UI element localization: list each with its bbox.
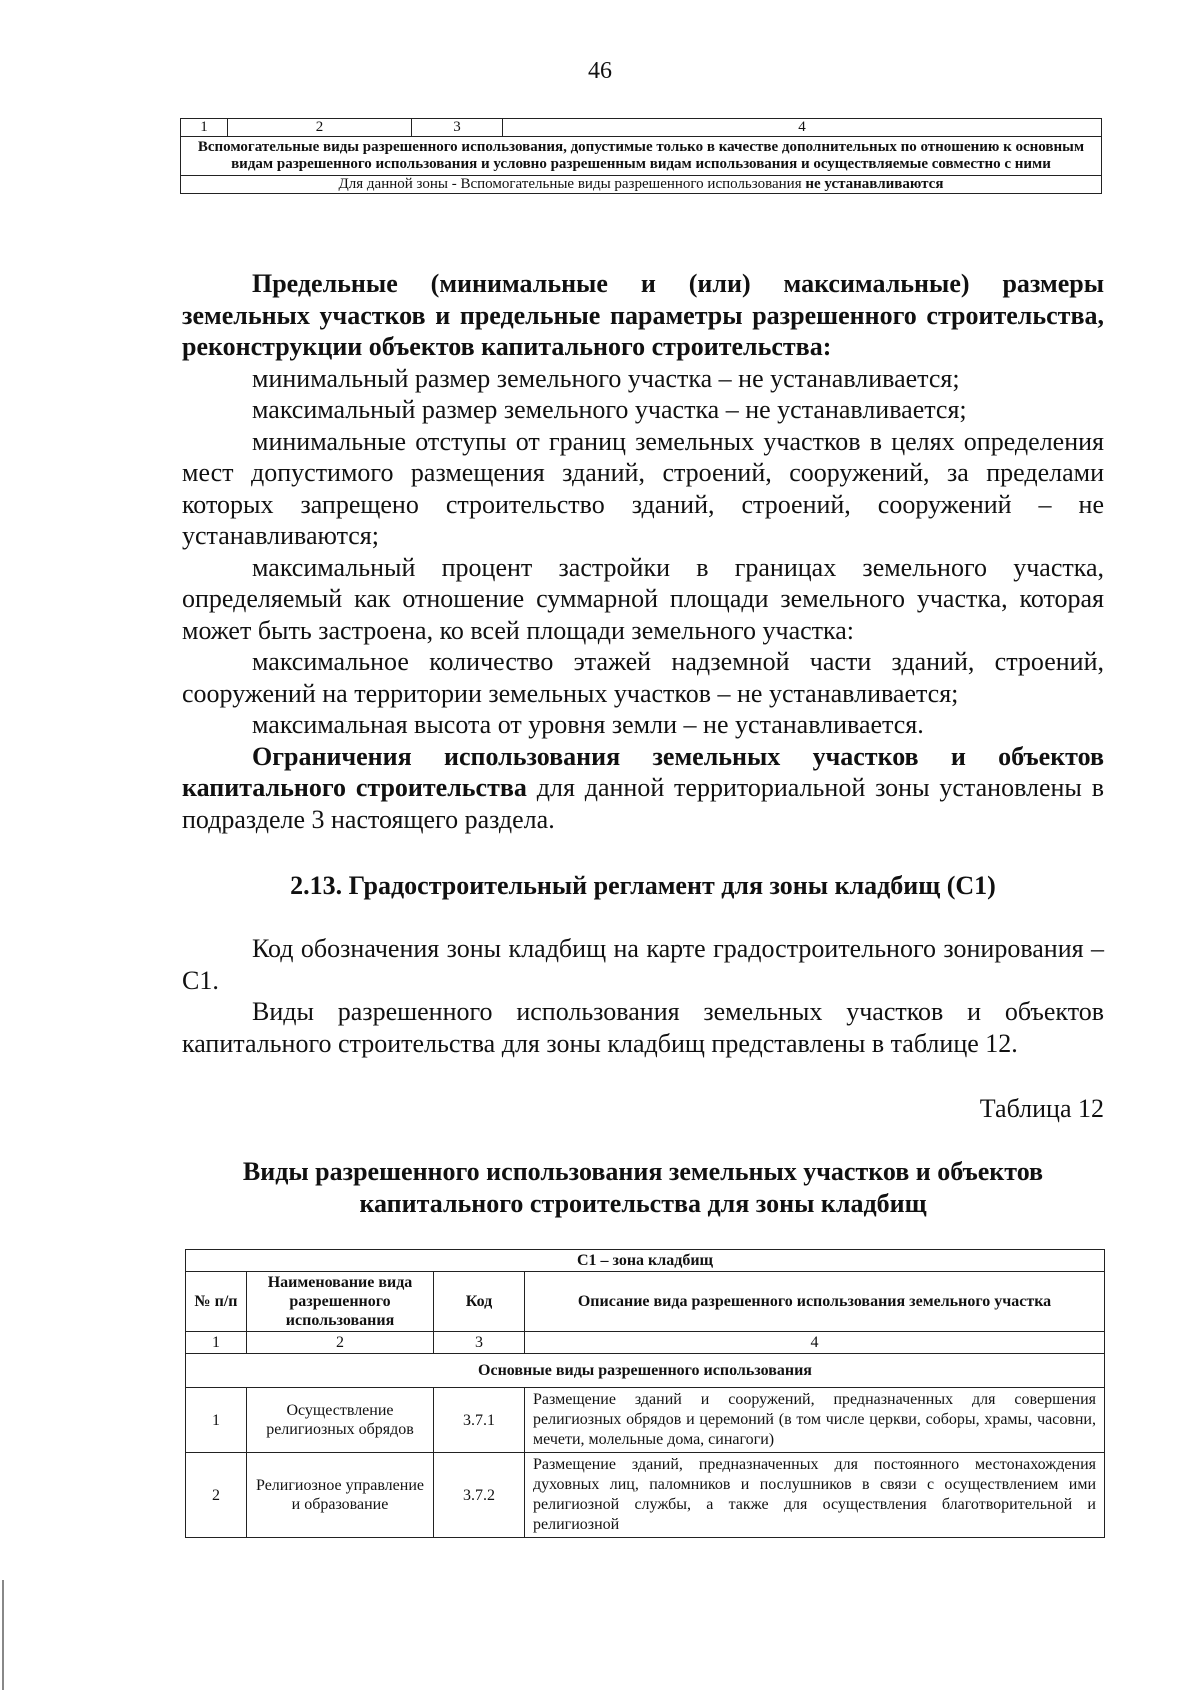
aux-uses-note — [181, 176, 1102, 194]
table-row — [186, 1332, 1105, 1354]
table-title-line-2: капитального строительства для зоны кладбищ — [359, 1188, 927, 1218]
header-num: № п/п — [186, 1272, 247, 1332]
aux-uses-table — [180, 118, 1102, 194]
limit-item: максимальный размер земельного участка – не устанавливается; — [252, 395, 967, 424]
section-paragraph: Виды разрешенного использования земельных участков и объектов капитального строительства для зоны кладбищ представлены в таблице 12. — [182, 997, 1104, 1058]
row-name: Религиозное управление и образование — [247, 1453, 434, 1538]
header-code: Код — [434, 1272, 525, 1332]
table-header-row — [186, 1272, 1105, 1332]
row-name: Осуществление религиозных обрядов — [247, 1388, 434, 1453]
row-num: 2 — [186, 1453, 247, 1538]
restrictions-rest: для данной территориальной зоны установлены в подразделе 3 настоящего раздела. — [182, 773, 1104, 834]
col-num-3: 3 — [434, 1332, 525, 1354]
table-row — [186, 1250, 1105, 1272]
col-num-3: 3 — [412, 119, 503, 137]
row-num: 1 — [186, 1388, 247, 1453]
section-heading: 2.13. Градостроительный регламент для зоны кладбищ (С1) — [290, 871, 996, 900]
col-num-2: 2 — [247, 1332, 434, 1354]
restrictions-paragraph — [182, 741, 1104, 836]
col-num-1: 1 — [181, 119, 228, 137]
aux-uses-header: Вспомогательные виды разрешенного использования, допустимые только в качестве дополнительных по отношению к основным видам разрешенного использования и условно разрешенным видам использования и осуществляемые совместно с ними — [181, 137, 1102, 176]
table-row — [186, 1354, 1105, 1388]
restrictions-bold: Ограничения использования земельных участков и объектов капитального строительства — [182, 741, 1104, 802]
page-number: 46 — [588, 58, 612, 84]
limit-item: максимальный процент застройки в границах земельного участка, определяемый как отношение суммарной площади земельного участка, которая может быть застроена, ко всей площади земельного участка: — [182, 552, 1104, 645]
limit-item: максимальная высота от уровня земли – не устанавливается. — [252, 710, 924, 739]
table-row — [181, 119, 1102, 137]
row-code: 3.7.1 — [434, 1388, 525, 1453]
row-desc: Размещение зданий, предназначенных для постоянного местонахождения духовных лиц, паломников и послушников в связи с осуществлением ими религиозной службы, а также для осуществления благотворительной и религиозной — [525, 1453, 1105, 1538]
col-num-1: 1 — [186, 1332, 247, 1354]
row-code: 3.7.2 — [434, 1453, 525, 1538]
col-num-4: 4 — [503, 119, 1102, 137]
table-label: Таблица 12 — [979, 1094, 1104, 1123]
section-heading-wrap — [182, 870, 1104, 902]
limits-heading: Предельные (минимальные и (или) максимальные) размеры земельных участков и предельные параметры разрешенного строительства, реконструкции объектов капитального строительства: — [182, 269, 1104, 361]
scan-artifact — [2, 1580, 4, 1690]
table-row — [181, 137, 1102, 176]
table-title-line-1: Виды разрешенного использования земельных участков и объектов — [242, 1157, 1044, 1186]
zone-header: С1 – зона кладбищ — [186, 1250, 1105, 1272]
table-title — [182, 1156, 1104, 1219]
limit-item: максимальное количество этажей надземной части зданий, строений, сооружений на территории земельных участков – не устанавливается; — [182, 647, 1104, 708]
table-12 — [185, 1249, 1105, 1538]
row-desc: Размещение зданий и сооружений, предназначенных для совершения религиозных обрядов и церемоний (в том числе церкви, соборы, храмы, часовни, мечети, молельные дома, синагоги) — [525, 1388, 1105, 1453]
col-num-2: 2 — [228, 119, 412, 137]
section-paragraph: Код обозначения зоны кладбищ на карте градостроительного зонирования – С1. — [182, 934, 1104, 995]
table-row — [186, 1388, 1105, 1453]
col-num-4: 4 — [525, 1332, 1105, 1354]
section-body — [182, 933, 1104, 1059]
group-main-uses: Основные виды разрешенного использования — [186, 1354, 1105, 1388]
aux-note-bold: не устанавливаются — [805, 176, 944, 192]
limit-item: минимальные отступы от границ земельных участков в целях определения мест допустимого размещения зданий, строений, сооружений, за пределами которых запрещено строительство зданий, строений, сооружений – не устанавливаются; — [182, 426, 1104, 550]
header-desc: Описание вида разрешенного использования земельного участка — [525, 1272, 1105, 1332]
header-name: Наименование вида разрешенного использования — [247, 1272, 434, 1332]
aux-note-text: Для данной зоны - Вспомогательные виды разрешенного использования — [338, 176, 802, 192]
table-row — [181, 176, 1102, 194]
limits-section — [182, 268, 1104, 835]
limit-item: минимальный размер земельного участка – не устанавливается; — [252, 363, 960, 393]
table-label-wrap — [182, 1093, 1104, 1125]
table-row — [186, 1453, 1105, 1538]
